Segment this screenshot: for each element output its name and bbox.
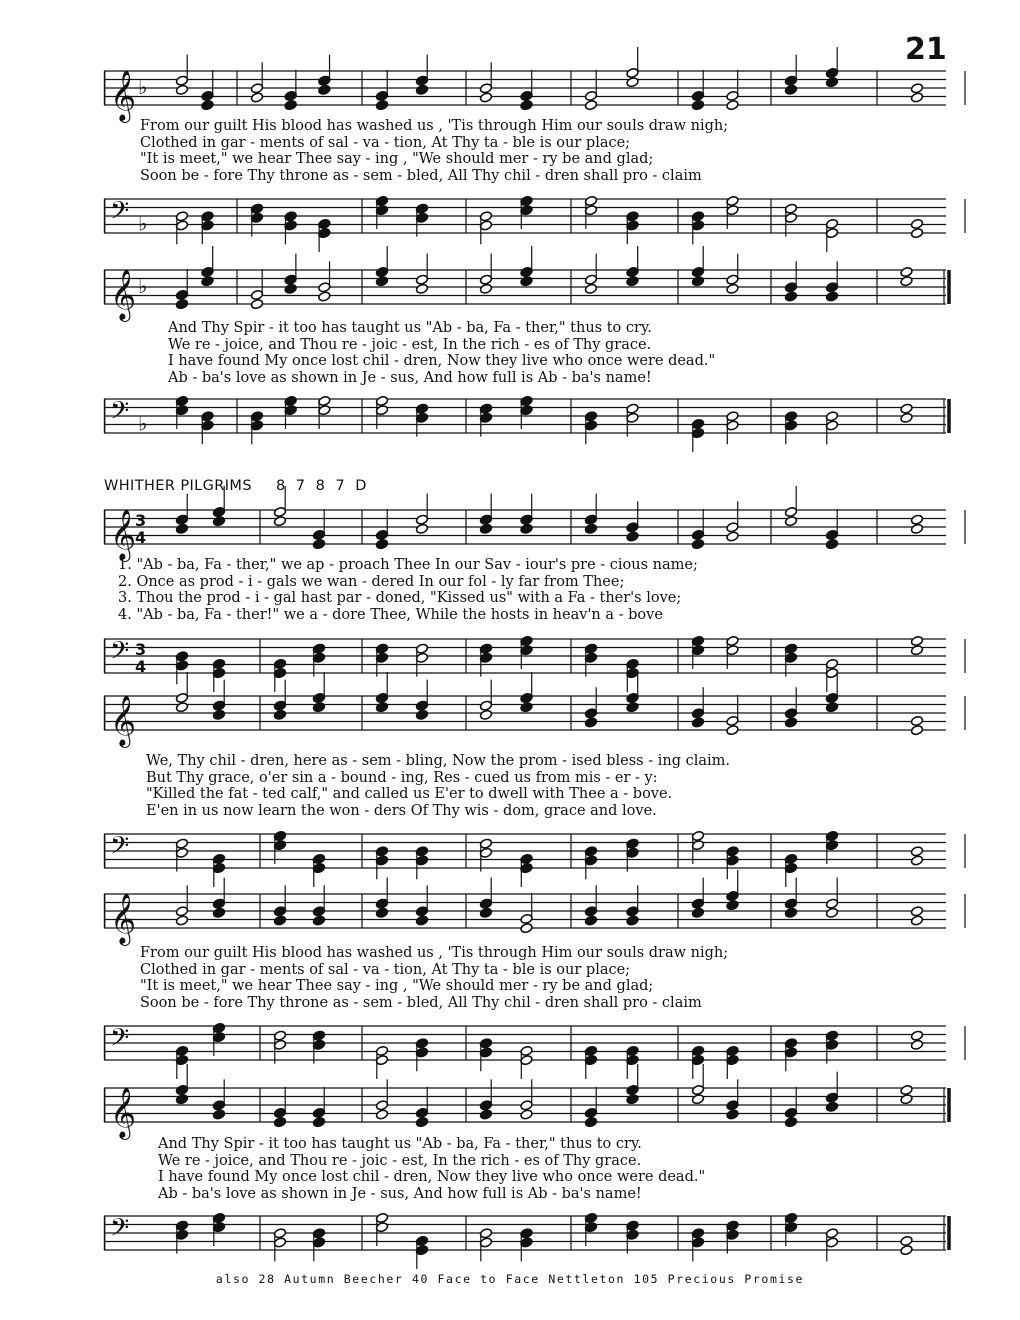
note-head [900, 403, 913, 414]
note-head [825, 77, 838, 88]
note-head [415, 283, 428, 294]
note-head [900, 412, 913, 423]
lyric-line: Clothed in gar - ments of sal - va - tion, At Thy ta - ble is our place; [140, 961, 631, 978]
note-head [520, 276, 533, 287]
note-head [910, 635, 923, 646]
note-head [415, 523, 428, 534]
note-head [375, 100, 388, 111]
tune-name: WHITHER PILGRIMS [104, 478, 252, 494]
note-head [626, 531, 639, 542]
note-head [726, 531, 739, 542]
note-head [479, 92, 492, 103]
page-number: 21 [905, 32, 947, 67]
treble-staff [104, 1084, 946, 1138]
staff-lines [104, 1084, 946, 1138]
note-head [284, 100, 297, 111]
note-head [375, 539, 388, 550]
lyric-line: 4. "Ab - ba, Fa - ther!" we a - dore Thee, While the hosts in heav'n a - bove [118, 606, 663, 623]
lyrics-block [168, 320, 968, 386]
note-head [175, 299, 188, 310]
note-head [212, 907, 225, 918]
note-head [415, 84, 428, 95]
note-head [284, 283, 297, 294]
note-head [175, 1094, 188, 1105]
note-head [212, 516, 225, 527]
note-head [910, 855, 923, 866]
lyrics-block [118, 557, 918, 623]
note-head [691, 907, 704, 918]
staff-lines [104, 635, 946, 685]
note-head [415, 709, 428, 720]
flat-key-signature-icon: ♭ [138, 411, 148, 436]
staff-lines [104, 195, 946, 245]
treble-staff [104, 506, 946, 560]
note-head [584, 100, 597, 111]
staff-lines [104, 506, 946, 560]
note-head [900, 1094, 913, 1105]
note-head [900, 1245, 913, 1256]
note-head [910, 645, 923, 656]
note-head [479, 523, 492, 534]
lyric-line: Clothed in gar - ments of sal - va - tion, At Thy ta - ble is our place; [140, 134, 631, 151]
note-head [691, 1094, 704, 1105]
lyric-line: 1. "Ab - ba, Fa - ther," we ap - proach Thee In our Sav - iour's pre - cious name; [118, 557, 698, 573]
lyric-line: E'en in us now learn the won - ders Of Thy wis - dom, grace and love. [146, 802, 657, 819]
note-head [726, 725, 739, 736]
note-head [273, 516, 286, 527]
note-head [375, 702, 388, 713]
note-head [212, 1109, 225, 1120]
note-head [900, 1084, 913, 1095]
note-head [910, 514, 923, 525]
time-signature-numerator: 3 [135, 511, 147, 530]
note-head [312, 539, 325, 550]
staff-lines [104, 266, 946, 320]
note-head [584, 283, 597, 294]
lyric-line: 2. Once as prod - i - gals we wan - dered In our fol - ly far from Thee; [118, 573, 625, 590]
staff-lines [104, 692, 946, 746]
note-head [825, 291, 838, 302]
staff-lines [104, 67, 946, 121]
bass-clef-icon: 𝄢 [110, 1213, 130, 1249]
note-head [626, 915, 639, 926]
lyric-line: Ab - ba's love as shown in Je - sus, And how full is Ab - ba's name! [168, 369, 652, 386]
note-head [825, 702, 838, 713]
note-head [825, 539, 838, 550]
bass-clef-icon: 𝄢 [110, 196, 130, 232]
bass-staff [104, 1022, 946, 1066]
bass-staff [104, 195, 946, 239]
time-signature-denominator: 4 [135, 657, 147, 676]
note-head [479, 1109, 492, 1120]
note-head [691, 717, 704, 728]
note-head [726, 900, 739, 911]
note-head [910, 915, 923, 926]
lyric-line: From our guilt His blood has washed us , 'Tis through Him our souls draw nigh; [140, 118, 729, 134]
bass-staff [104, 635, 946, 679]
bass-staff [104, 830, 946, 874]
note-head [910, 846, 923, 857]
note-head [910, 1039, 923, 1050]
note-head [479, 283, 492, 294]
note-head [520, 1109, 533, 1120]
treble-clef-icon: 𝄞 [110, 893, 137, 944]
note-head [726, 283, 739, 294]
time-signature-denominator: 4 [135, 528, 147, 547]
note-head [520, 523, 533, 534]
tune-heading [104, 478, 369, 494]
note-head [784, 84, 797, 95]
note-head [726, 100, 739, 111]
note-head [212, 709, 225, 720]
note-head [584, 717, 597, 728]
lyric-line: "It is meet," we hear Thee say - ing , "We should mer - ry be and glad; [140, 151, 654, 168]
note-head [784, 291, 797, 302]
note-head [250, 92, 263, 103]
lyric-line: We re - joice, and Thou re - joic - est, In the rich - es of Thy grace. [158, 1152, 642, 1169]
note-head [910, 92, 923, 103]
note-head [312, 1117, 325, 1128]
note-head [520, 100, 533, 111]
treble-clef-icon: 𝄞 [110, 269, 137, 320]
bass-clef-icon: 𝄢 [110, 831, 130, 867]
note-head [375, 907, 388, 918]
bass-clef-icon: 𝄢 [110, 1023, 130, 1059]
lyric-line: "It is meet," we hear Thee say - ing , "We should mer - ry be and glad; [140, 978, 654, 995]
lyric-line: Soon be - fore Thy throne as - sem - bled, All Thy chil - dren shall pro - claim [140, 994, 702, 1011]
note-head [910, 228, 923, 239]
lyric-line: But Thy grace, o'er sin a - bound - ing, Res - cued us from mis - er - y: [146, 769, 658, 786]
note-head [900, 266, 913, 277]
lyric-line: Ab - ba's love as shown in Je - sus, And how full is Ab - ba's name! [158, 1185, 642, 1202]
staff-lines [104, 890, 946, 944]
note-head [691, 100, 704, 111]
staff-lines [104, 1212, 946, 1262]
treble-staff [104, 67, 946, 121]
note-head [626, 702, 639, 713]
note-head [900, 1235, 913, 1246]
note-head [626, 276, 639, 287]
note-head [910, 715, 923, 726]
lyrics-block [146, 753, 946, 819]
note-head [626, 77, 639, 88]
note-head [784, 516, 797, 527]
lyrics-block [140, 945, 940, 1011]
note-head [910, 218, 923, 229]
treble-clef-icon: 𝄞 [110, 509, 137, 560]
flat-key-signature-icon: ♭ [138, 211, 148, 236]
note-head [312, 702, 325, 713]
note-head [415, 915, 428, 926]
note-head [375, 276, 388, 287]
note-head [784, 907, 797, 918]
bass-clef-icon: 𝄢 [110, 636, 130, 672]
note-head [784, 717, 797, 728]
note-head [273, 1117, 286, 1128]
note-head [415, 1117, 428, 1128]
note-head [175, 702, 188, 713]
lyrics-block [140, 118, 940, 184]
flat-key-signature-icon: ♭ [138, 75, 148, 99]
note-head [479, 907, 492, 918]
treble-clef-icon: 𝄞 [110, 695, 137, 746]
note-head [479, 709, 492, 720]
note-head [910, 725, 923, 736]
lyric-line: I have found My once lost chil - dren, Now they live who once were dead." [158, 1169, 706, 1186]
lyric-line: We re - joice, and Thou re - joic - est, In the rich - es of Thy grace. [168, 336, 652, 353]
note-head [175, 915, 188, 926]
note-head [584, 523, 597, 534]
note-head [691, 539, 704, 550]
note-head [910, 1030, 923, 1041]
note-head [584, 915, 597, 926]
note-head [201, 100, 214, 111]
note-head [726, 1109, 739, 1120]
treble-staff [104, 890, 946, 944]
bass-staff [104, 1212, 946, 1256]
note-head [825, 1101, 838, 1112]
note-head [520, 702, 533, 713]
note-head [691, 276, 704, 287]
lyric-line: We, Thy chil - dren, here as - sem - bling, Now the prom - ised bless - ing claim. [146, 753, 730, 769]
lyric-line: I have found My once lost chil - dren, Now they live who once were dead." [168, 353, 716, 370]
time-signature-numerator: 3 [135, 640, 147, 659]
staff-lines [104, 395, 946, 445]
note-head [250, 299, 263, 310]
note-head [910, 906, 923, 917]
flat-key-signature-icon: ♭ [138, 274, 148, 298]
note-head [784, 1117, 797, 1128]
staff-lines [104, 1022, 946, 1072]
lyric-line: Soon be - fore Thy throne as - sem - bled, All Thy chil - dren shall pro - claim [140, 167, 702, 184]
lyric-line: 3. Thou the prod - i - gal hast par - doned, "Kissed us" with a Fa - ther's love; [118, 590, 682, 607]
note-head [175, 84, 188, 95]
note-head [318, 84, 331, 95]
meter: 8 7 8 7 D [275, 478, 370, 494]
note-head [910, 83, 923, 94]
note-head [825, 907, 838, 918]
treble-staff [104, 692, 946, 746]
bass-clef-icon: 𝄢 [110, 396, 130, 432]
note-head [520, 923, 533, 934]
note-head [626, 1094, 639, 1105]
note-head [175, 523, 188, 534]
note-head [273, 709, 286, 720]
note-head [312, 915, 325, 926]
lyric-line: And Thy Spir - it too has taught us "Ab - ba, Fa - ther," thus to cry. [158, 1136, 642, 1152]
treble-clef-icon: 𝄞 [110, 70, 137, 121]
bass-staff [104, 395, 946, 439]
note-head [375, 1109, 388, 1120]
lyric-line: And Thy Spir - it too has taught us "Ab - ba, Fa - ther," thus to cry. [168, 320, 652, 336]
staff-lines [104, 830, 946, 880]
treble-staff [104, 266, 946, 320]
treble-clef-icon: 𝄞 [110, 1087, 137, 1138]
note-head [900, 276, 913, 287]
note-head [201, 276, 214, 287]
footer-note: also 28 Autumn Beecher 40 Face to Face Nettleton 105 Precious Promise [215, 1272, 805, 1286]
lyrics-block [158, 1136, 958, 1202]
lyric-line: From our guilt His blood has washed us , 'Tis through Him our souls draw nigh; [140, 945, 729, 961]
lyric-line: "Killed the fat - ted calf," and called us E'er to dwell with Thee a - bove. [146, 786, 673, 803]
note-head [318, 291, 331, 302]
note-head [273, 915, 286, 926]
note-head [584, 1117, 597, 1128]
note-head [910, 523, 923, 534]
